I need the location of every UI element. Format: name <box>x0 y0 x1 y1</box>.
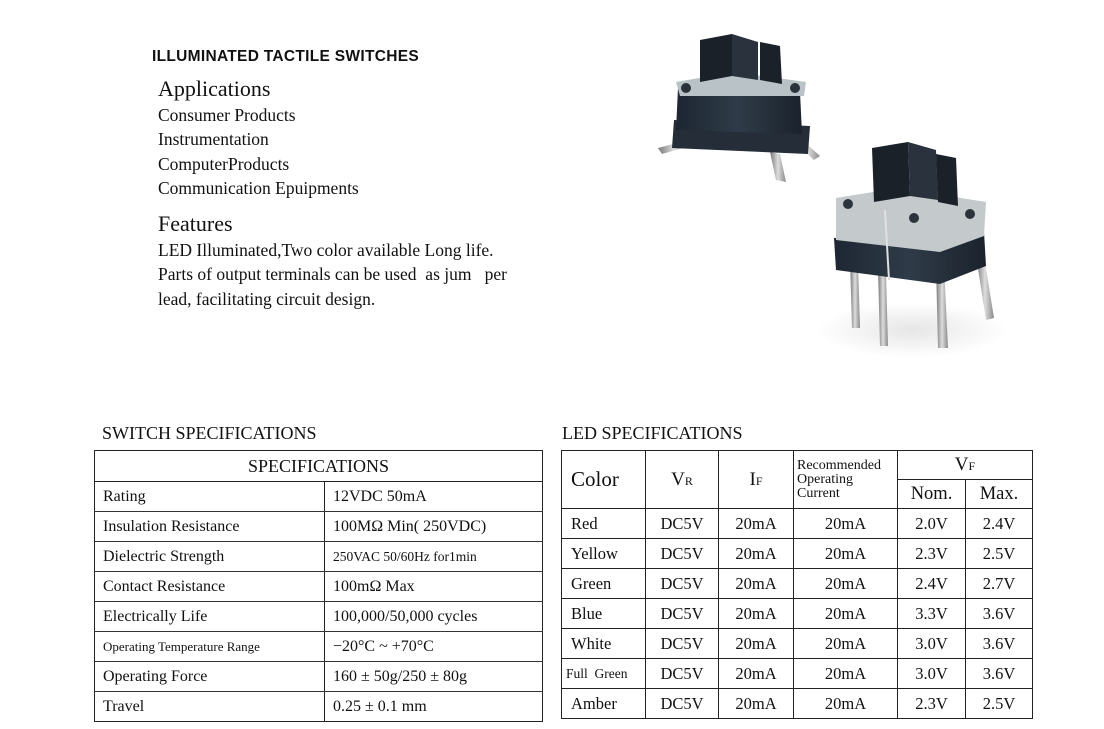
table-row <box>562 599 1033 629</box>
led-color: Blue <box>562 599 646 629</box>
led-vf-max: 2.7V <box>966 569 1033 599</box>
led-vf-nom: 2.4V <box>898 569 966 599</box>
page-title: ILLUMINATED TACTILE SWITCHES <box>152 48 419 65</box>
led-vf-nom: 2.3V <box>898 689 966 719</box>
table-row <box>95 662 543 692</box>
spec-value: 0.25 ± 0.1 mm <box>325 692 543 722</box>
table-row <box>562 659 1033 689</box>
led-vr: DC5V <box>646 659 719 689</box>
led-current: 20mA <box>794 569 898 599</box>
if-header: IF <box>719 451 794 509</box>
spec-value: 100mΩ Max <box>325 572 543 602</box>
led-vr: DC5V <box>646 599 719 629</box>
list-item: ComputerProducts <box>158 153 290 174</box>
specs-header: SPECIFICATIONS <box>95 451 543 482</box>
table-row <box>95 632 543 662</box>
led-vf-max: 3.6V <box>966 659 1033 689</box>
led-color: Red <box>562 509 646 539</box>
table-row <box>95 692 543 722</box>
applications-list <box>158 103 359 200</box>
switch-image-1 <box>658 34 820 182</box>
led-if: 20mA <box>719 509 794 539</box>
led-color: Full Green <box>562 659 646 689</box>
list-item: Consumer Products <box>158 105 296 125</box>
table-row <box>95 602 543 632</box>
led-current: 20mA <box>794 689 898 719</box>
table-header-row <box>562 451 1033 480</box>
color-header: Color <box>562 451 646 509</box>
spec-label: Dielectric Strength <box>95 542 325 572</box>
feature-line: Parts of output terminals can be used as jum per <box>158 264 507 285</box>
led-vf-max: 3.6V <box>966 629 1033 659</box>
led-vf-nom: 2.0V <box>898 509 966 539</box>
led-if: 20mA <box>719 659 794 689</box>
table-row <box>562 689 1033 719</box>
spec-label: Contact Resistance <box>95 572 325 602</box>
led-color: Green <box>562 569 646 599</box>
table-row <box>562 509 1033 539</box>
list-item: Communication Epuipments <box>158 177 359 198</box>
led-vr: DC5V <box>646 539 719 569</box>
led-vf-max: 3.6V <box>966 599 1033 629</box>
led-current: 20mA <box>794 599 898 629</box>
spec-value: 100,000/50,000 cycles <box>325 602 543 632</box>
led-vr: DC5V <box>646 689 719 719</box>
led-vr: DC5V <box>646 629 719 659</box>
led-vf-nom: 2.3V <box>898 539 966 569</box>
spec-label: Rating <box>95 482 325 512</box>
led-current: 20mA <box>794 509 898 539</box>
spec-label: Electrically Life <box>95 602 325 632</box>
spec-value: 250VAC 50/60Hz for1min <box>325 542 543 572</box>
table-row <box>95 542 543 572</box>
product-photo <box>640 30 1010 365</box>
table-row <box>95 572 543 602</box>
led-vf-max: 2.5V <box>966 539 1033 569</box>
led-color: Amber <box>562 689 646 719</box>
led-vf-max: 2.5V <box>966 689 1033 719</box>
feature-line: LED Illuminated,Two color available Long life. <box>158 240 494 260</box>
table-row <box>562 629 1033 659</box>
led-vr: DC5V <box>646 509 719 539</box>
led-vf-nom: 3.0V <box>898 659 966 689</box>
table-row <box>562 539 1033 569</box>
spec-value: 160 ± 50g/250 ± 80g <box>325 662 543 692</box>
spec-label: Insulation Resistance <box>95 512 325 542</box>
nom-header: Nom. <box>898 480 966 509</box>
table-row <box>562 569 1033 599</box>
switch-specs-title: SWITCH SPECIFICATIONS <box>102 423 317 443</box>
led-current: 20mA <box>794 629 898 659</box>
led-if: 20mA <box>719 599 794 629</box>
led-if: 20mA <box>719 689 794 719</box>
features-text <box>158 238 507 311</box>
table-row <box>95 482 543 512</box>
vf-header: VF <box>898 451 1033 480</box>
led-specs-title: LED SPECIFICATIONS <box>562 423 743 443</box>
table-header-row <box>95 451 543 482</box>
vr-header: VR <box>646 451 719 509</box>
led-vf-nom: 3.3V <box>898 599 966 629</box>
spec-label: Operating Force <box>95 662 325 692</box>
led-specs-table <box>561 450 1033 719</box>
spec-value: 12VDC 50mA <box>325 482 543 512</box>
led-color: Yellow <box>562 539 646 569</box>
max-header: Max. <box>966 480 1033 509</box>
spec-value: −20°C ~ +70°C <box>325 632 543 662</box>
led-vf-max: 2.4V <box>966 509 1033 539</box>
list-item: Instrumentation <box>158 129 269 150</box>
led-current: 20mA <box>794 539 898 569</box>
spec-label: Operating Temperature Range <box>95 632 325 662</box>
features-heading: Features <box>158 211 233 236</box>
led-color: White <box>562 629 646 659</box>
led-if: 20mA <box>719 629 794 659</box>
switch-specs-table <box>94 450 543 722</box>
applications-heading: Applications <box>158 76 271 101</box>
recommended-current-header: Recommended Operating Current <box>794 451 898 509</box>
table-row <box>95 512 543 542</box>
led-current: 20mA <box>794 659 898 689</box>
led-if: 20mA <box>719 569 794 599</box>
spec-label: Travel <box>103 697 145 715</box>
led-vr: DC5V <box>646 569 719 599</box>
feature-line: lead, facilitating circuit design. <box>158 288 376 309</box>
led-vf-nom: 3.0V <box>898 629 966 659</box>
led-if: 20mA <box>719 539 794 569</box>
spec-value: 100MΩ Min( 250VDC) <box>325 512 543 542</box>
